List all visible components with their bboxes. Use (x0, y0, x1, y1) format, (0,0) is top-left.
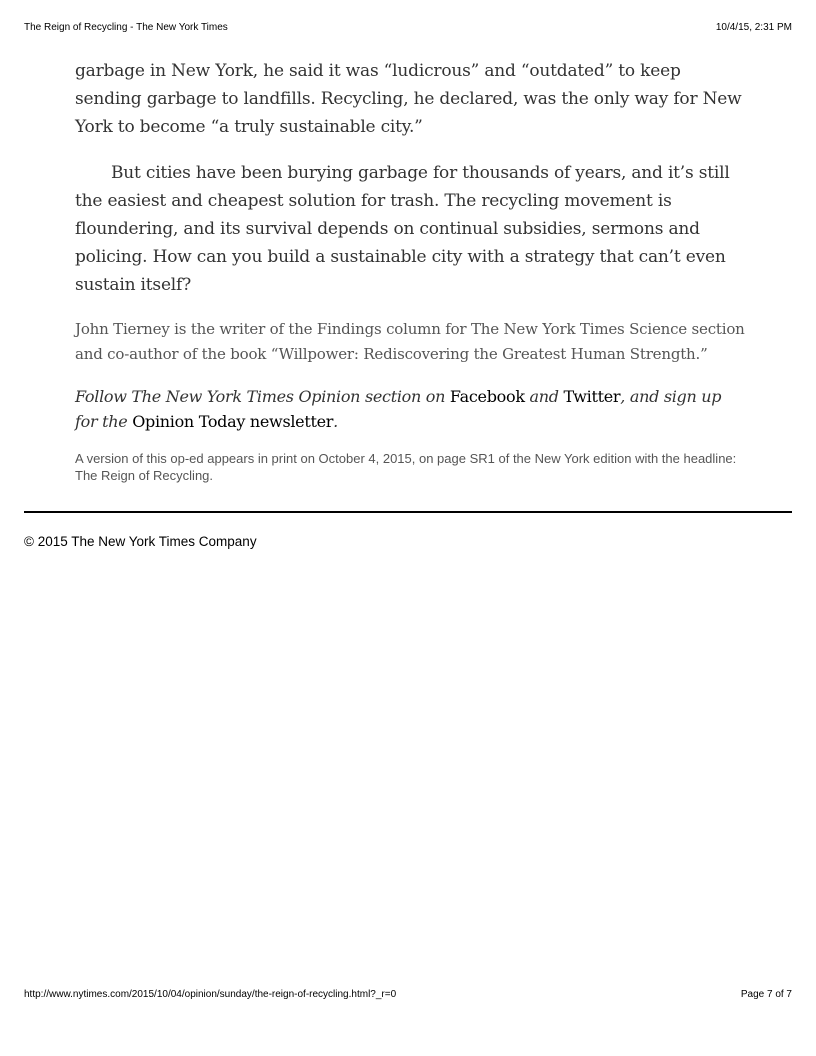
print-footer-page-number: Page 7 of 7 (740, 989, 792, 1000)
facebook-link[interactable]: Facebook (449, 387, 525, 406)
follow-text: , and sign up for the (75, 387, 722, 431)
follow-prompt (75, 384, 747, 434)
newsletter-link[interactable]: Opinion Today newsletter (132, 412, 334, 431)
copyright-notice: © 2015 The New York Times Company (24, 534, 257, 549)
follow-text: . (333, 412, 338, 431)
print-header (24, 22, 792, 33)
article-paragraph: garbage in New York, he said it was “ludicrous” and “outdated” to keep sending garbage to landfills. Recycling, he declared, was the only way for New York to become “a truly sustainable city.” (75, 61, 742, 137)
print-header-title: The Reign of Recycling - The New York Times (24, 22, 228, 33)
print-footer-url: http://www.nytimes.com/2015/10/04/opinion/sunday/the-reign-of-recycling.html?_r=0 (24, 989, 397, 1000)
print-edition-note: A version of this op-ed appears in print on October 4, 2015, on page SR1 of the New York edition with the headline: The Reign of Recycling. (75, 451, 737, 483)
article-paragraph: But cities have been burying garbage for thousands of years, and it’s still the easiest and cheapest solution for trash. The recycling movement is floundering, and its survival depends on continual subsidies, sermons and policing. How can you build a sustainable city with a strategy that can’t even sustain itself? (75, 163, 730, 295)
article-body (75, 57, 747, 484)
author-bio: John Tierney is the writer of the Findings column for The New York Times Science section and co-author of the book “Willpower: Rediscovering the Greatest Human Strength.” (75, 320, 745, 363)
print-header-datetime: 10/4/15, 2:31 PM (715, 22, 792, 33)
print-footer (24, 989, 792, 1000)
twitter-link[interactable]: Twitter (563, 387, 621, 406)
footer-divider (24, 511, 792, 513)
follow-text: and (524, 387, 564, 406)
follow-text: Follow The New York Times Opinion section on (75, 387, 450, 406)
